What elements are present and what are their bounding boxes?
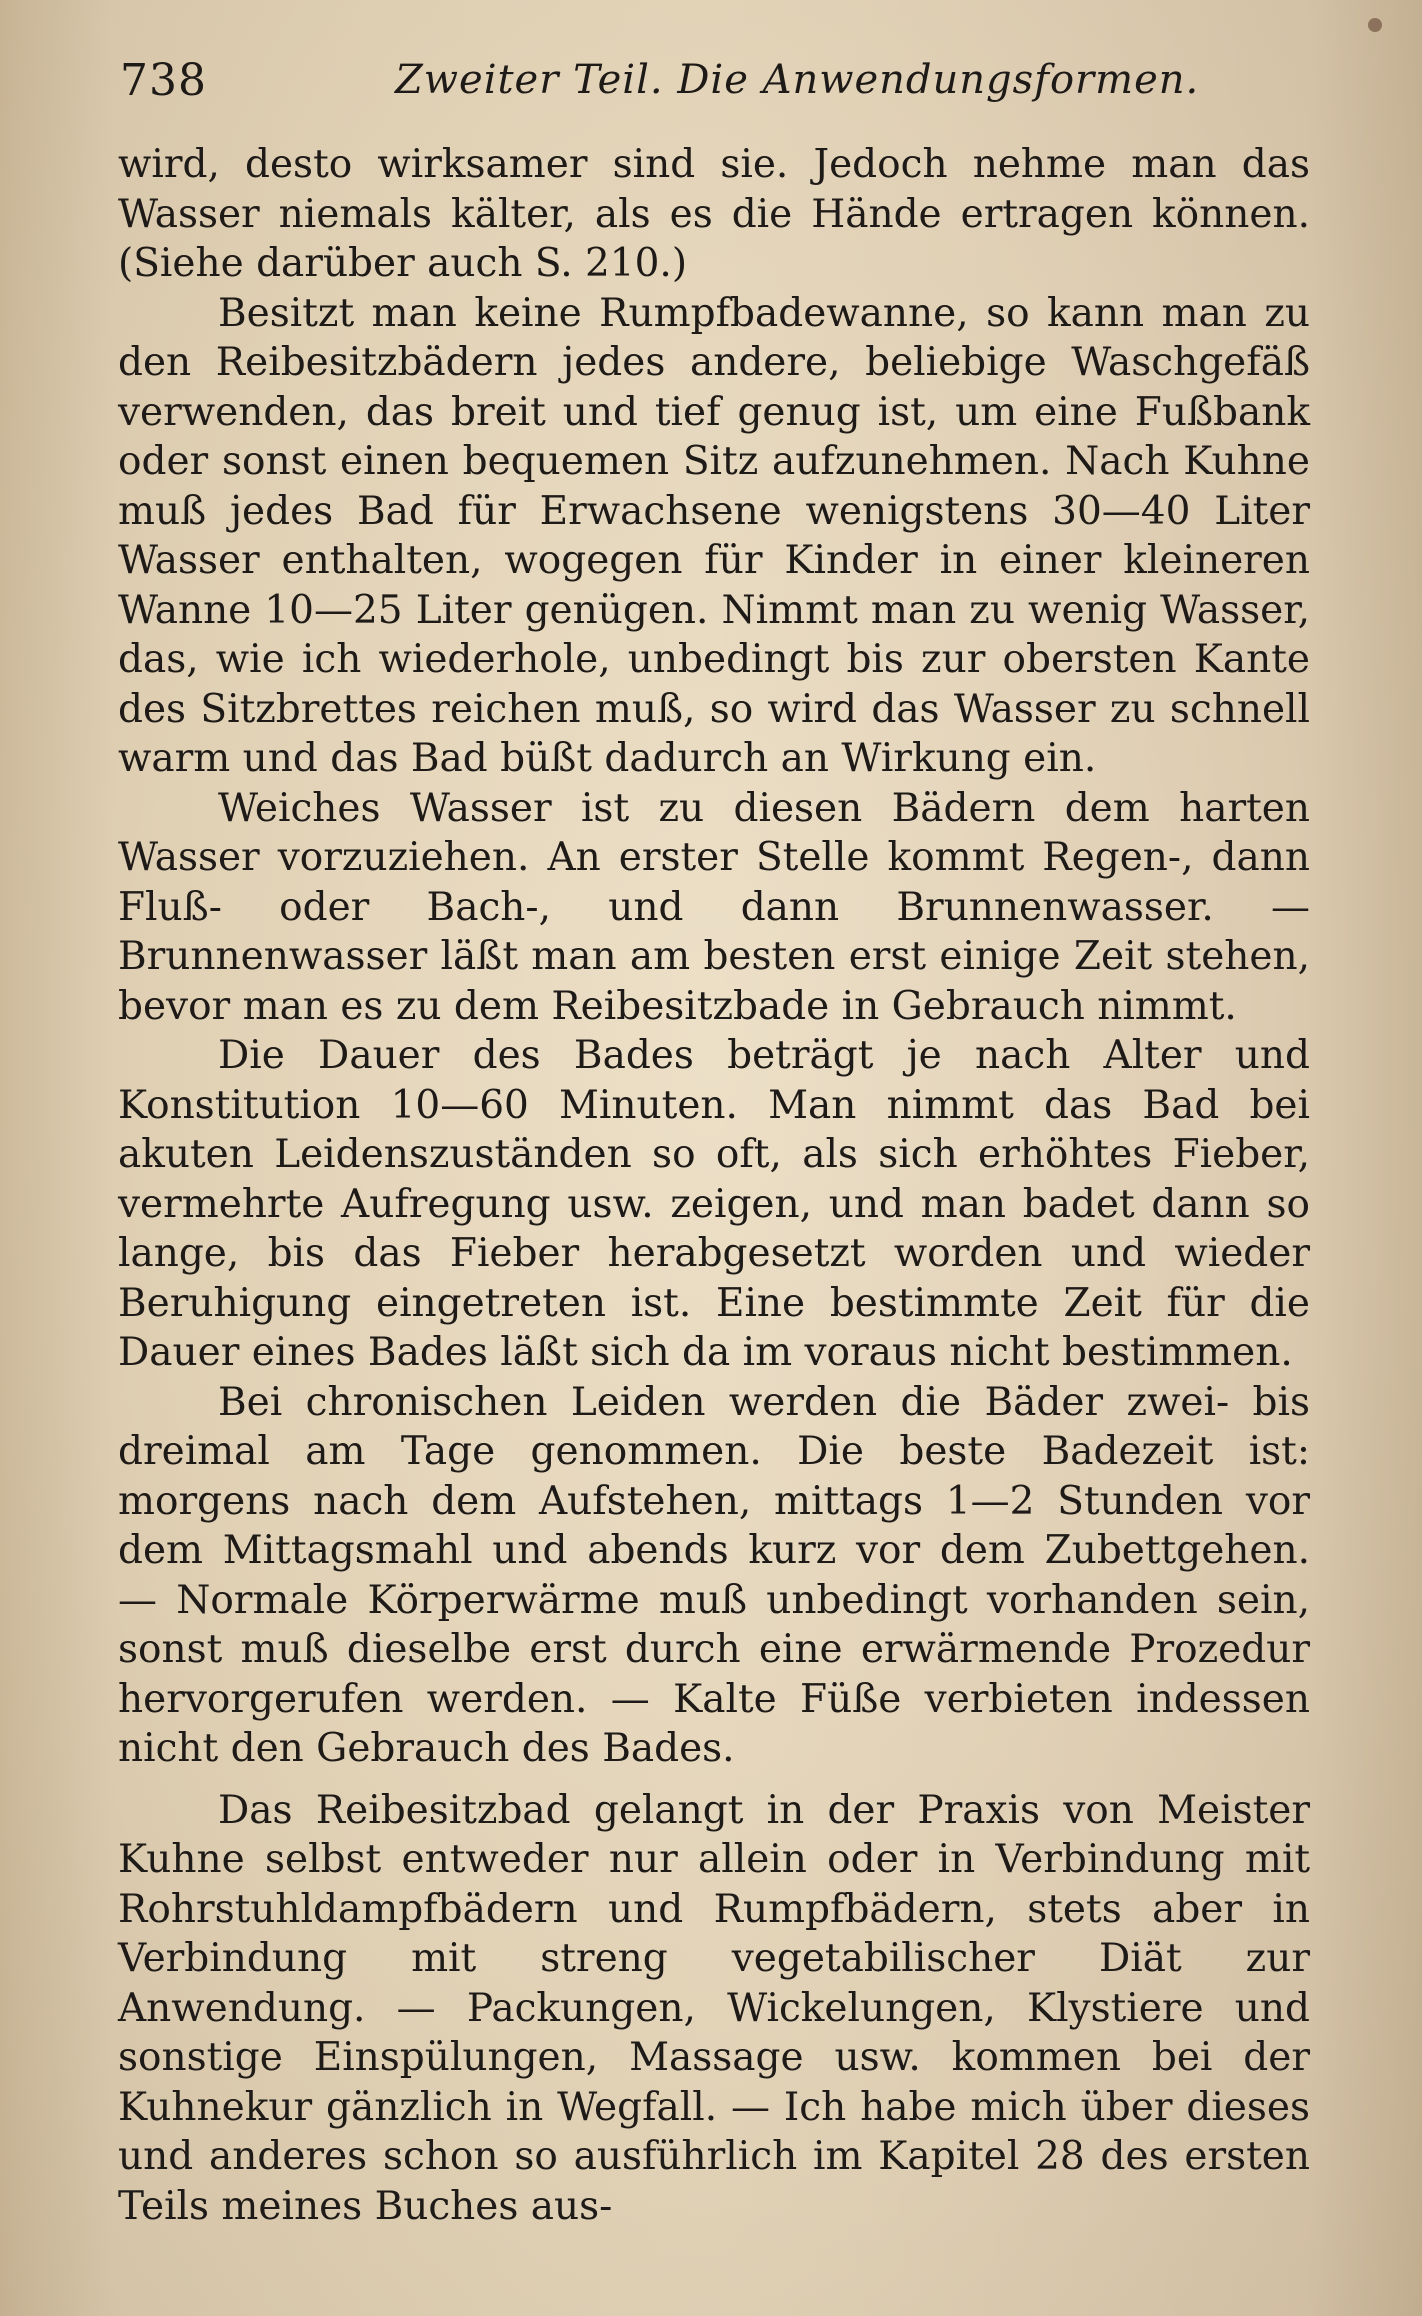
page-number: 738 [120,54,207,106]
paragraph-3: Weiches Wasser ist zu diesen Bädern dem harten Wasser vorzuziehen. An erster Stelle kommt Regen-, dann Fluß- oder Bach-, und dann Brunnenwasser. — Brunnenwasser läßt man am besten erst einige Zeit stehen, bevor man es zu dem Reibesitzbade in Gebrauch nimmt. [118,785,1310,1029]
paragraph-2: Besitzt man keine Rumpfbadewanne, so kann man zu den Reibesitzbädern jedes andere, beliebige Waschgefäß verwenden, das breit und tief genug ist, um eine Fußbank oder sonst einen bequemen Sitz aufzunehmen. Nach Kuhne muß jedes Bad für Erwachsene wenigstens 30—40 Liter Wasser enthalten, wogegen für Kinder in einer kleineren Wanne 10—25 Liter genügen. Nimmt man zu wenig Wasser, das, wie ich wiederhole, unbedingt bis zur obersten Kante des Sitzbrettes reichen muß, so wird das Wasser zu schnell warm und das Bad büßt dadurch an Wirkung ein. [118,290,1310,781]
paragraph-6: Das Reibesitzbad gelangt in der Praxis von Meister Kuhne selbst entweder nur allein oder in Verbindung mit Rohrstuhldampfbädern und Rumpfbädern, stets aber in Verbindung mit streng vegetabilischer Diät zur Anwendung. — Packungen, Wickelungen, Klystiere und sonstige Einspülungen, Massage usw. kommen bei der Kuhnekur gänzlich in Wegfall. — Ich habe mich über dieses und anderes schon so ausführlich im Kapitel 28 des ersten Teils meines Buches aus- [118,1787,1310,2229]
ink-spot [1368,18,1382,32]
paragraph-4: Die Dauer des Bades beträgt je nach Alter und Konstitution 10—60 Minuten. Man nimmt das Bad bei akuten Leidenszuständen so oft, als sich erhöhtes Fieber, vermehrte Aufregung usw. zeigen, und man badet dann so lange, bis das Fieber herabgesetzt worden und wieder Beruhigung eingetreten ist. Eine bestimmte Zeit für die Dauer eines Bades läßt sich da im voraus nicht bestimmen. [118,1033,1310,1375]
running-header [120,50,1320,110]
paragraph-5: Bei chronischen Leiden werden die Bäder zwei- bis dreimal am Tage genommen. Die beste Badezeit ist: morgens nach dem Aufstehen, mittags 1—2 Stunden vor dem Mittagsmahl und abends kurz vor dem Zubettgehen. — Normale Körperwärme muß unbedingt vorhanden sein, sonst muß dieselbe erst durch eine erwärmende Prozedur hervorgerufen werden. — Kalte Füße verbieten indessen nicht den Gebrauch des Bades. [118,1379,1310,1771]
paragraph-1: wird, desto wirksamer sind sie. Jedoch nehme man das Wasser niemals kälter, als es die Hände ertragen können. (Siehe darüber auch S. 210.) [118,142,1310,286]
body-text [118,140,1310,2231]
running-title: Zweiter Teil. Die Anwendungsformen. [394,57,1200,103]
